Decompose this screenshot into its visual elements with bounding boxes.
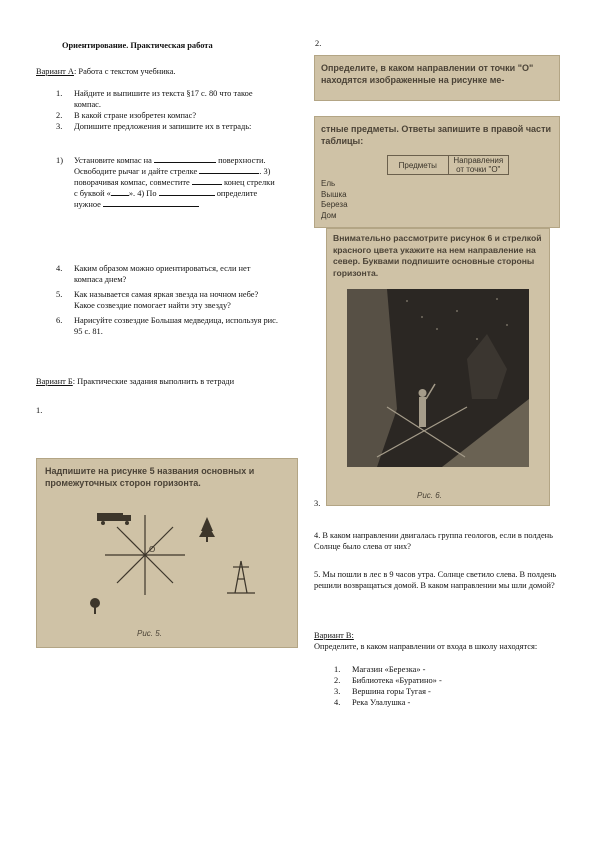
blank-line[interactable]: [154, 155, 216, 163]
figure-6-caption: Внимательно рассмотрите рисунок 6 и стрелкой красного цвета укажите на нем направление на север. Буквами подпишите основные стороны горизонта.: [333, 233, 542, 278]
table-row: Ель: [321, 179, 336, 188]
list-item: 1. Найдите и выпишите из текста §17 с. 80 что такое компас.: [56, 89, 253, 109]
variant-a-label: Вариант А: [36, 67, 74, 76]
variant-v-text: Определите, в каком направлении от входа в школу находятся:: [314, 642, 538, 651]
list-item: 4. Река Улалушка -: [334, 698, 411, 707]
night-scene-image: [347, 289, 529, 467]
table-row: Береза: [321, 200, 348, 209]
table-header-row: [388, 156, 509, 175]
list-item: 5. Как называется самая яркая звезда на ночном небе? Какое созвездие помогает найти эту звезду?: [56, 290, 259, 310]
variant-b-text: : Практические задания выполнить в тетради: [72, 377, 235, 386]
table-row: Дом: [321, 210, 337, 220]
sub-number: 1): [56, 156, 63, 165]
objects-list: [321, 179, 348, 221]
list-item: 2. Библиотека «Буратино» -: [334, 676, 442, 685]
fill-in-sentences: 1) Установите компас на поверхности. Освободите рычаг и дайте стрелке . 3) поворачивая компас, совместите конец стрелки с буквой « ». 4) По определите нужное: [56, 156, 275, 209]
variant-v-label: Вариант В:: [314, 631, 354, 640]
variant-b-label: Вариант Б: [36, 377, 73, 386]
blank-line[interactable]: [111, 188, 129, 196]
variant-a-text: : Работа с текстом учебника.: [73, 67, 176, 76]
textbook-card-1: Определите, в каком направлении от точки "О" находятся изображенные на рисунке ме-: [314, 55, 560, 101]
variant-a-list: [56, 88, 276, 132]
textbook-card-2: стные предметы. Ответы запишите в правой части таблицы: Предметы Направления от точки "О" Ель Вышка Береза Дом: [314, 116, 560, 228]
blank-line[interactable]: [192, 177, 222, 185]
figure-6-label: Рис. 6.: [417, 491, 442, 500]
page-title: Ориентирование. Практическая работа: [62, 41, 213, 50]
variant-v-list: [334, 664, 554, 708]
truck-icon: [97, 513, 131, 525]
variant-b-heading: [36, 376, 276, 387]
task-number: 1.: [36, 406, 43, 415]
compass-rose-drawing: [37, 495, 297, 635]
center-letter: О: [149, 545, 156, 554]
list-item: 2. В какой стране изобретен компас?: [56, 111, 197, 120]
question-5: 5. Мы пошли в лес в 9 часов утра. Солнце светило слева. В полдень решили возвращаться домой. В каком направлении мы шли домой?: [314, 570, 557, 590]
figure-5: [36, 458, 298, 648]
blank-line[interactable]: [103, 199, 199, 207]
night-scene-drawing: [347, 289, 529, 467]
figure-6: [326, 228, 550, 506]
table-row: Вышка: [321, 189, 347, 199]
list-item: 6. Нарисуйте созвездие Большая медведица, используя рис. 95 с. 81.: [56, 316, 278, 336]
task-2-number: 2.: [315, 39, 322, 48]
list-item: 3. Допишите предложения и запишите их в тетрадь:: [56, 122, 252, 131]
blank-line[interactable]: [159, 188, 215, 196]
tower-icon: [227, 561, 255, 593]
figure-5-label: Рис. 5.: [137, 629, 162, 638]
birch-tree-icon: [90, 598, 100, 614]
variant-a-list-continued: [56, 263, 278, 337]
list-item: 4. Каким образом можно ориентироваться, если нет компаса днем?: [56, 264, 251, 284]
fir-tree-icon: [199, 517, 215, 542]
table-header: Предметы: [388, 156, 449, 175]
table-header: Направления от точки "О": [448, 156, 509, 175]
variant-a-heading: [36, 66, 176, 77]
blank-line[interactable]: [199, 166, 259, 174]
answer-table: [387, 155, 509, 175]
list-item: 1. Магазин «Березка» -: [334, 665, 426, 674]
list-item: 3. Вершина горы Тугая -: [334, 687, 431, 696]
figure-5-caption: Надпишите на рисунке 5 названия основных и промежуточных сторон горизонта.: [45, 466, 255, 488]
task-3-number: 3.: [314, 499, 321, 508]
question-4: 4. В каком направлении двигалась группа геологов, если в полдень Солнце было слева от них?: [314, 531, 553, 551]
